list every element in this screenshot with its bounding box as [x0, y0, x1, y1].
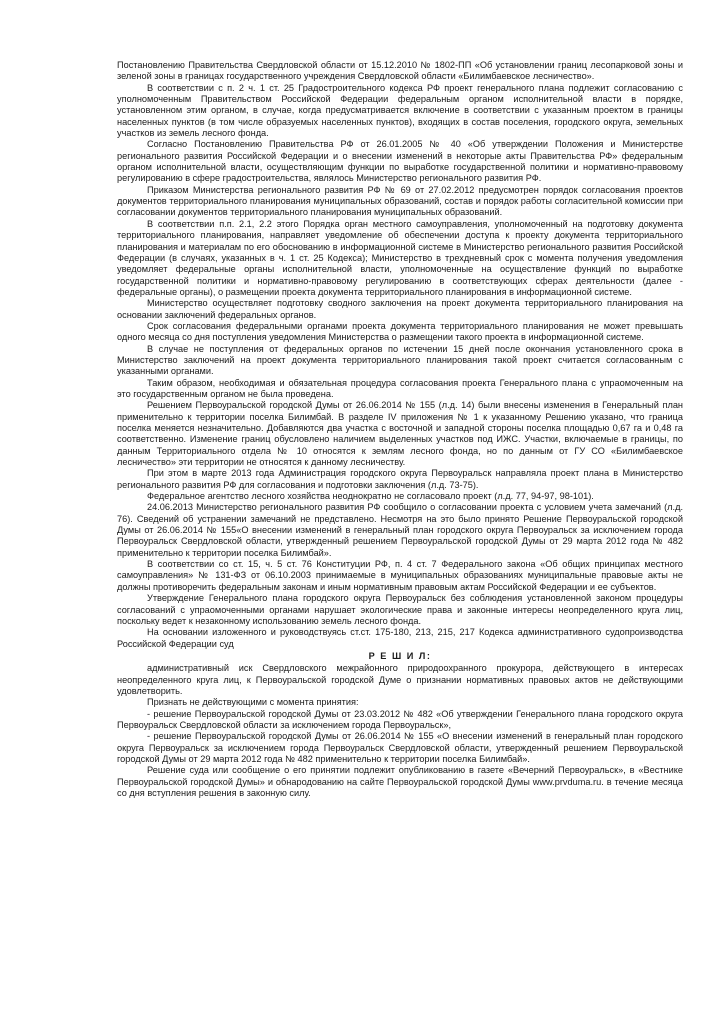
decision-paragraph-2: Признать не действующими с момента принятия: — [147, 697, 359, 708]
paragraph-16: На основании изложенного и руководствуясь ст.ст. 175-180, 213, 215, 217 Кодекса административного судопроизводства Российской Федерации суд — [117, 627, 683, 649]
paragraph-12: Федеральное агентство лесного хозяйства неоднократно не согласовало проект (л.д. 77, 94-97, 98-101). — [147, 491, 594, 502]
paragraph-9: Таким образом, необходимая и обязательная процедура согласования проекта Генерального плана с упраомоченным на это государственным органом не была проведена. — [117, 377, 683, 399]
paragraph-6: Министерство осуществляет подготовку сводного заключения на проект документа территориального планирования на основании заключений федеральных органов. — [117, 298, 683, 320]
document-body — [117, 60, 683, 799]
decision-paragraph-5: Решение суда или сообщение о его принятии подлежит опубликованию в газете «Вечерний Первоуральск», в «Вестнике Первоуральской городской Думы» и обнародованию на сайте Первоуральской городской Думы www.prvduma.ru. в течение месяца со дня вступления решения в законную силу. — [117, 765, 683, 798]
decision-paragraph-4: - решение Первоуральской городской Думы от 26.06.2014 № 155 «О внесении изменений в генеральный план городского округа Первоуральск за исключением города Первоуральск Свердловской области, утвержденный решением Первоуральской городской Думы от 29 марта 2012 года № 482 применительно к территории поселка Билимбай». — [117, 731, 683, 764]
paragraph-10: Решением Первоуральской городской Думы от 26.06.2014 № 155 (л.д. 14) были внесены изменения в Генеральный план применительно к территории поселка Билимбай. В разделе IV приложения № 1 к указанному Решению указано, что граница поселка меняется незначительно. Добавляются два участка с восточной и западной стороны поселка площадью 0,67 га и 0,48 га соответственно. Изменение границ обусловлено наличием выделенных участков под ИЖС. Участки, включаемые в границы, по данным Территориального отдела № 10 относятся к землям лесного фонда, но по данным от ГУ СО «Билимбаевское лесничество» эти территории не относятся к данному лесничеству. — [117, 400, 683, 468]
paragraph-15: Утверждение Генерального плана городского округа Первоуральск без соблюдения установленной законом процедуры согласований с упраомоченными органами нарушает экологические права и законные интересы неопределенного круга лиц, поскольку ведет к незаконному использованию земель лесного фонда. — [117, 593, 683, 626]
paragraph-2: В соответствии с п. 2 ч. 1 ст. 25 Градостроительного кодекса РФ проект генерального плана подлежит согласованию с уполномоченным Правительством Российской Федерации федеральным органом исполнительной власти в порядке, установленном этим органом, в случае, когда предусматривается включение в соответствии с указанным проектом в границы населенных пунктов (в том числе образуемых населенных пунктов), входящих в состав поселения, городского округа, земельных участков из земель лесного фонда. — [117, 82, 683, 139]
decision-heading: Р Е Ш И Л: — [368, 650, 432, 661]
decision-paragraph-3: - решение Первоуральской городской Думы от 23.03.2012 № 482 «Об утверждении Генерального плана городского округа Первоуральск Свердловской области за исключением города Первоуральск», — [117, 708, 683, 730]
paragraph-1: Постановлению Правительства Свердловской области от 15.12.2010 № 1802-ПП «Об установлении границ лесопарковой зоны и зеленой зоны в границах государственного учреждения Свердловской области «Билимбаевское лесничество». — [117, 60, 683, 82]
paragraph-14: В соответствии со ст. 15, ч. 5 ст. 76 Конституции РФ, п. 4 ст. 7 Федерального закона «Об общих принципах местного самоуправления» № 131-ФЗ от 06.10.2003 принимаемые в муниципальных образованиях муниципальные правовые акты не должны противоречить федеральным законам и иным нормативным правовым актам Российской Федерации и ее субъектов. — [117, 559, 683, 592]
paragraph-5: В соответствии п.п. 2.1, 2.2 этого Порядка орган местного самоуправления, уполномоченный на подготовку документа территориального планирования, направляет уведомление об обеспечении доступа к проекту документа территориального планирования и материалам по его обоснованию в информационной системе в Министерство регионального развития Российской Федерации (в случаях, указанных в ч. 1 ст. 25 Кодекса); Министерство в трехдневный срок с момента получения уведомления уведомляет федеральные органы исполнительной власти, уполномоченные на осуществление функций по выработке государственной политики и нормативно-правовому регулированию в соответствующих сферах деятельности (далее - федеральные органы), о размещении проекта документа территориального планирования в информационной системе. — [117, 218, 683, 297]
paragraph-8: В случае не поступления от федеральных органов по истечении 15 дней после окончания установленного срока в Министерство заключений на проект документа территориального планирования такой проект считается согласованным с указанными органами. — [117, 343, 683, 377]
paragraph-13: 24.06.2013 Министерство регионального развития РФ сообщило о согласовании проекта с условием учета замечаний (л.д. 76). Сведений об устранении замечаний не представлено. Несмотря на это было принято Решение Первоуральской городской Думы от 26.06.2014 № 155«О внесении изменений в генеральный план городского округа Первоуральск за исключением города Первоуральск Свердловской области, утвержденный решением Первоуральской городской Думы от 29 марта 2012 года № 482 применительно к территории поселка Билимбай». — [117, 502, 683, 558]
paragraph-7: Срок согласования федеральными органами проекта документа территориального планирования не может превышать одного месяца со дня поступления уведомления Министерства о размещении такого проекта в информационной системе. — [117, 320, 683, 343]
paragraph-11: При этом в марте 2013 года Администрация городского округа Первоуральск направляла проект плана в Министерство регионального развития РФ для согласования и подготовки заключения (л.д. 73-75). — [117, 468, 683, 490]
decision-paragraph-1: административный иск Свердловского межрайонного природоохранного прокурора, действующего в интересах неопределенного круга лиц, к Первоуральской городской Думе о признании нормативных правовых актов не действующими удовлетворить. — [117, 663, 683, 696]
paragraph-3: Согласно Постановлению Правительства РФ от 26.01.2005 № 40 «Об утверждении Положения и Министерстве регионального развития Российской Федерации и о внесении изменений в некоторые акты Правительства РФ» федеральным органом исполнительной власти, осуществляющим функции по выработке государственной политики и нормативно-правовому регулированию в сфере градостроительства, являлось Министерство регионального развития РФ. — [117, 139, 683, 184]
paragraph-4: Приказом Министерства регионального развития РФ № 69 от 27.02.2012 предусмотрен порядок согласования проектов документов территориального планирования муниципальных образований, состав и порядок работы согласительной комиссии при согласовании документов территориального планирования муниципальных образований. — [117, 184, 683, 218]
